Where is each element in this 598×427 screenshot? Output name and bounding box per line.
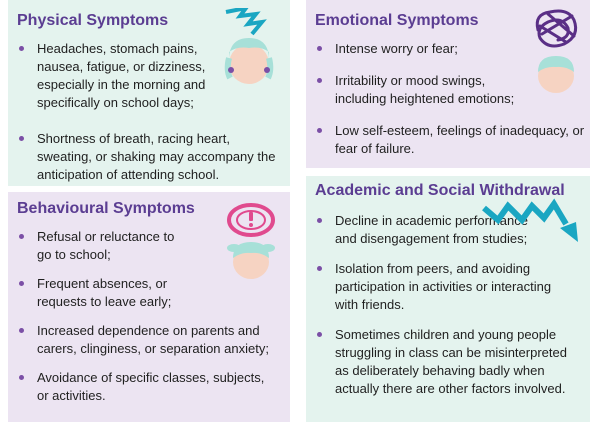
list-item: Increased dependence on parents and carers, clinginess, or separation anxiety; [17,322,279,358]
list-item: Low self-esteem, feelings of inadequacy, or fear of failure. [315,122,585,158]
list-item: Frequent absences, or requests to leave early; [17,275,207,311]
behavioural-symptoms-card [8,192,290,422]
emotional-symptoms-card [306,0,590,168]
list-item: Isolation from peers, and avoiding participation in activities or interacting with friends. [315,260,577,314]
physical-symptoms-title: Physical Symptoms [17,12,169,29]
list-item: Avoidance of specific classes, subjects, or activities. [17,369,279,405]
list-item: Shortness of breath, racing heart, sweating, or shaking may accompany the anticipation of attending school. [17,130,279,184]
physical-symptoms-card [8,0,290,186]
list-item: Decline in academic performance and disengagement from studies; [315,212,541,248]
list-item: Refusal or reluctance to go to school; [17,228,177,264]
head-with-scribble-icon [528,6,584,96]
academic-withdrawal-title: Academic and Social Withdrawal [315,182,565,199]
head-with-lightning-icon [216,8,282,88]
academic-withdrawal-card [306,176,590,422]
emotional-symptoms-title: Emotional Symptoms [315,12,479,29]
zigzag-down-arrow-icon [482,198,582,246]
list-item: Sometimes children and young people struggling in class can be misinterpreted as deliberately behaving badly when actually there are other factors involved. [315,326,577,398]
list-item: Intense worry or fear; [315,40,585,58]
physical-symptoms-list [17,40,276,184]
behavioural-symptoms-list [17,228,269,405]
behavioural-symptoms-title: Behavioural Symptoms [17,200,195,217]
list-item: Irritability or mood swings, including heightened emotions; [315,72,531,108]
head-with-exclamation-bubble-icon [218,200,284,284]
list-item: Headaches, stomach pains, nausea, fatigue, or dizziness, especially in the morning and specifically on school days; [17,40,229,112]
